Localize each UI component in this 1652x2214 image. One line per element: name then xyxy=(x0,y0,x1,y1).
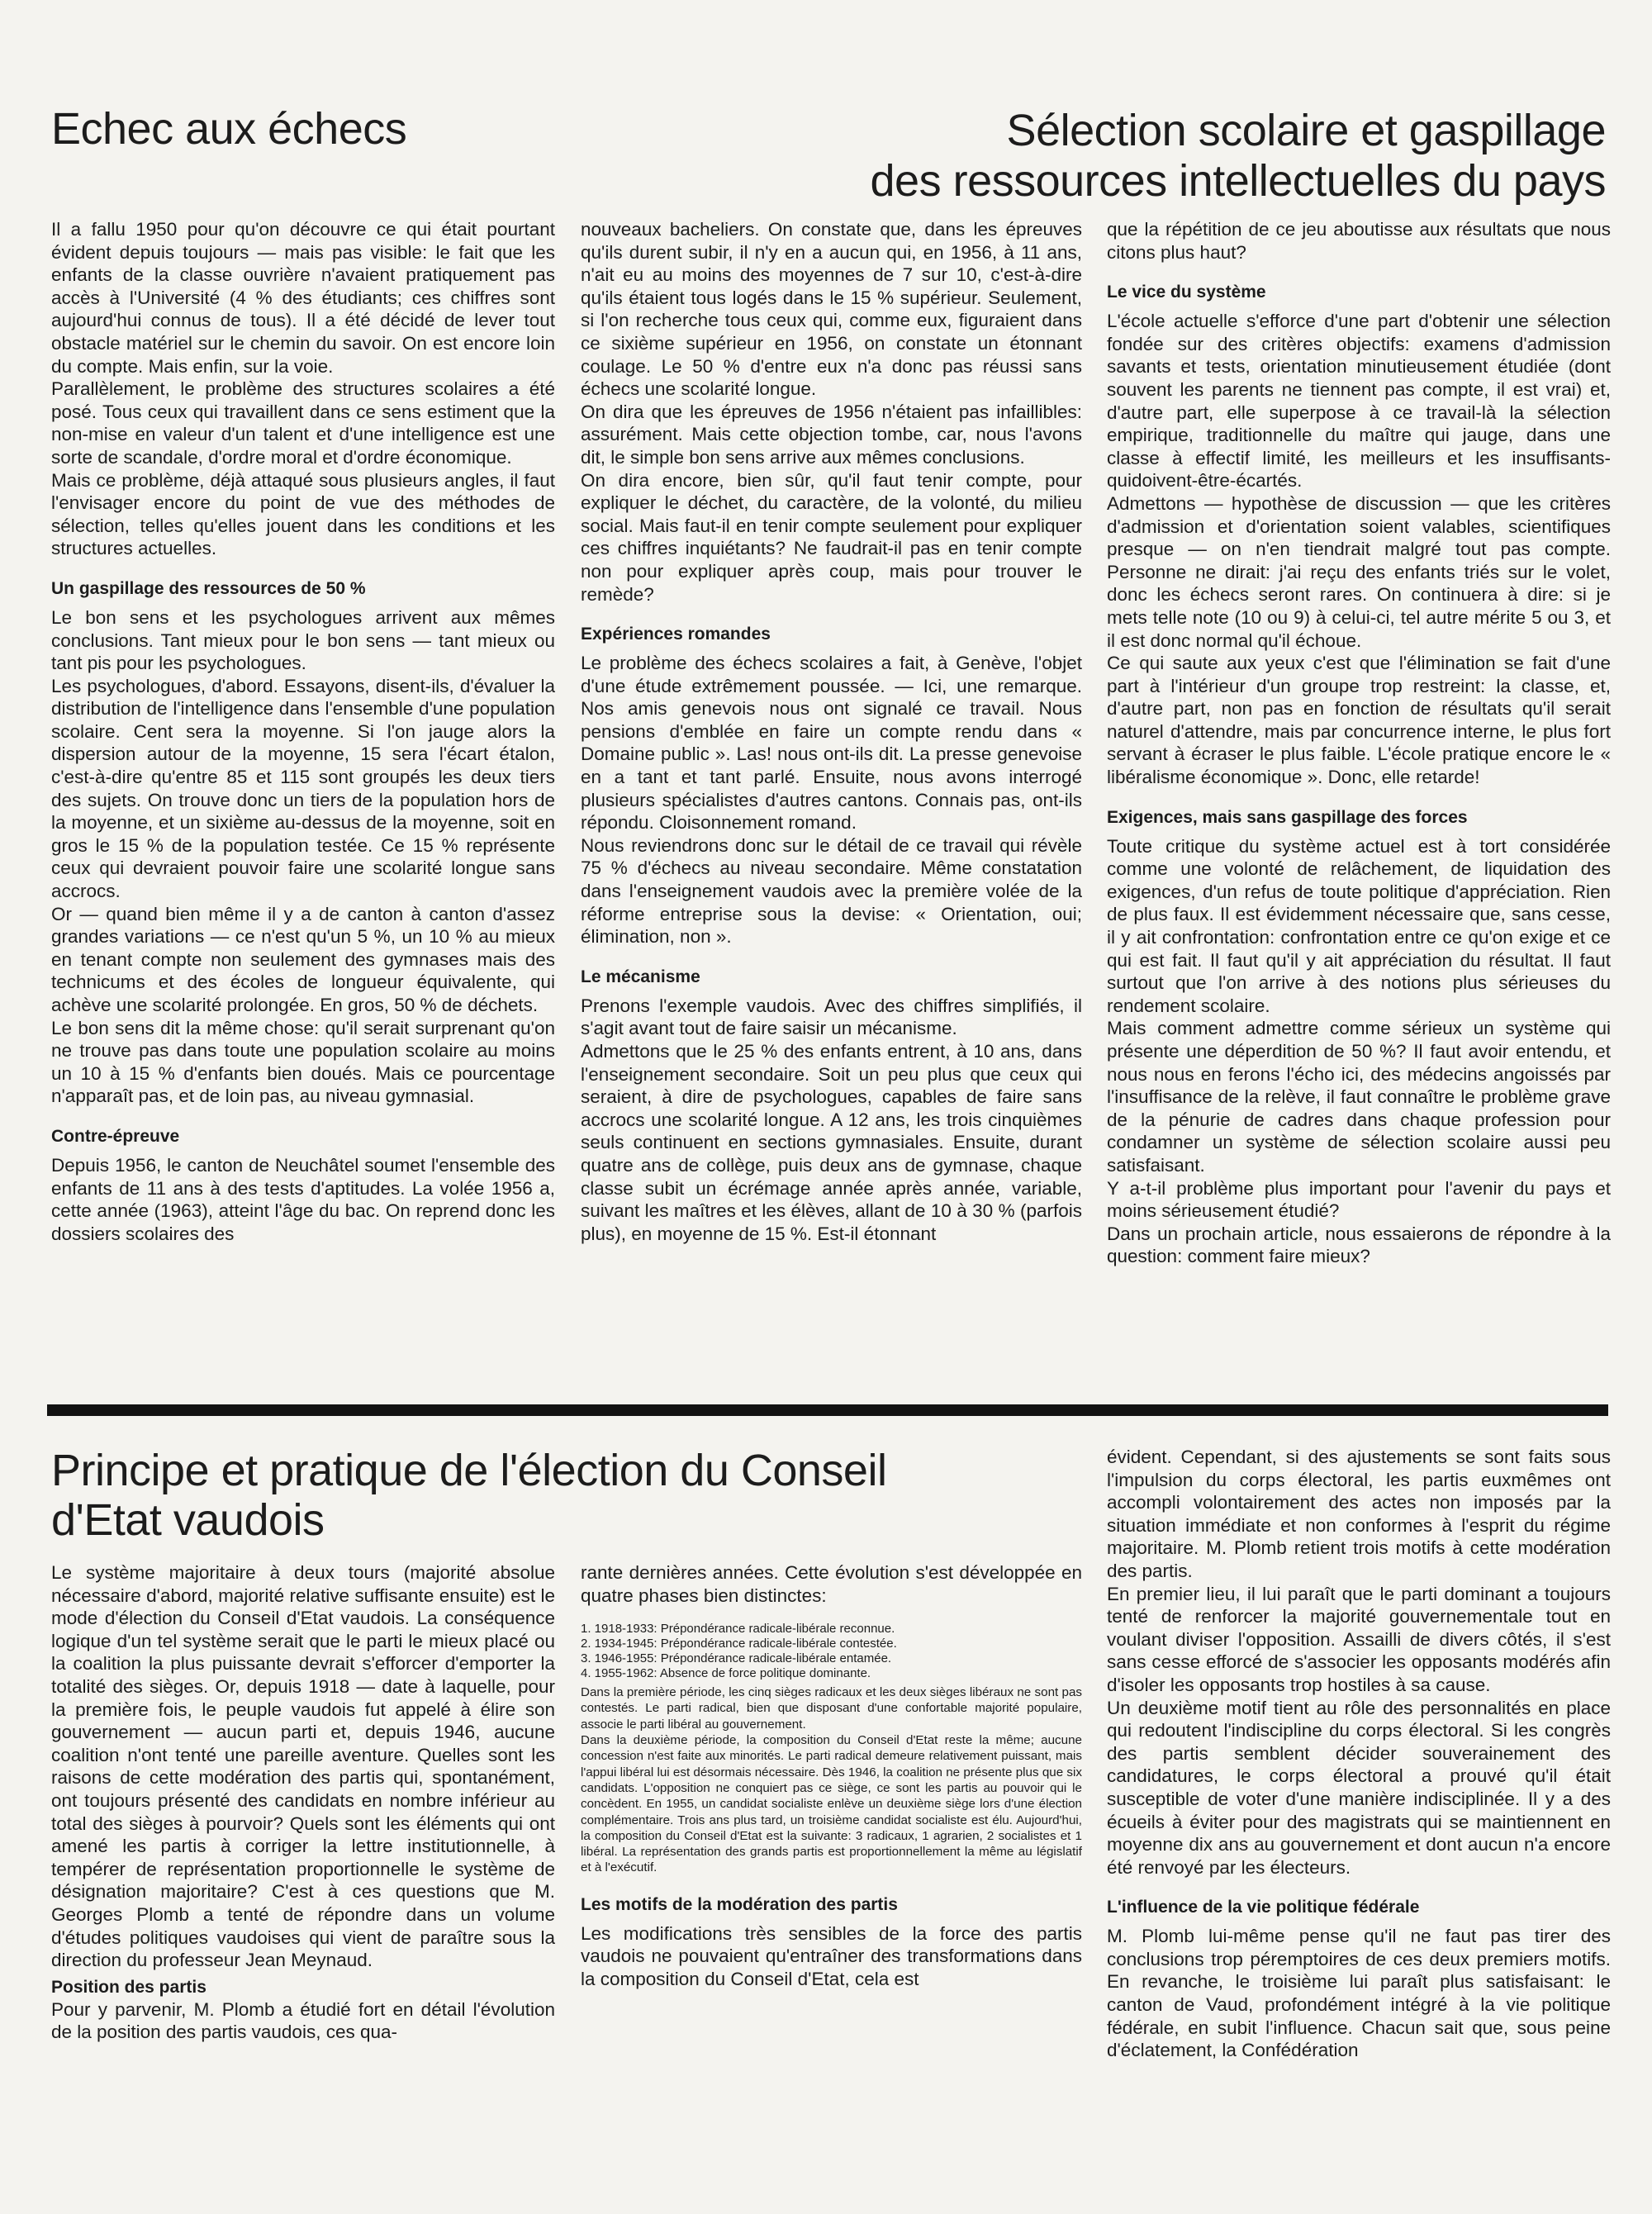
paragraph: Pour y parvenir, M. Plomb a étudié fort en détail l'évolution de la position des partis vaudois, ces qua- xyxy=(51,1998,555,2043)
small-print-block xyxy=(581,1684,1082,1876)
paragraph: Le problème des échecs scolaires a fait, à Genève, l'objet d'une étude extrêmement poussée. — Ici, une remarque. Nos amis genevois nous ont signalé ce travail. Nous pensions d'emblée en faire un compte rendu dans « Domaine public ». Las! nous ont-ils dit. La presse genevoise en a tant et tant parlé. Ensuite, nous avons interrogé plusieurs spécialistes d'autres cantons. Connais pas, ont-ils répondu. Cloisonnement romand. xyxy=(581,653,1082,834)
section-heading: L'influence de la vie politique fédérale xyxy=(1107,1898,1420,1917)
section-heading: Le vice du système xyxy=(1107,283,1266,302)
article1-column-3 xyxy=(1107,218,1611,1268)
section-heading: Position des partis xyxy=(51,1977,206,1997)
paragraph: Le système majoritaire à deux tours (majorité absolue nécessaire d'abord, majorité relative suffisante ensuite) est le mode d'élection du Conseil d'Etat vaudois. La conséquence logique d'un tel système serait que le parti le mieux placé ou la coalition la plus puissante devrait s'efforcer d'emporter la totalité des sièges. Or, depuis 1918 — date à laquelle, pour la première fois, le peuple vaudois fut appelé à élire son gouvernement — aucun parti et, depuis 1946, aucune coalition n'ont tenté une pareille aventure. Quelles sont les raisons de cette modération des partis qui, spontanément, ont toujours présenté des candidats en nombre inférieur au total des sièges à pourvoir? Quels sont les éléments qui ont amené les partis à corriger la lettre institutionnelle, à tempérer de représentation proportionnelle le système de désignation majoritaire? C'est à ces questions que M. Georges Plomb a tenté de répondre dans un volume d'études politiques vaudoises qui vient de paraître sous la direction du professeur Jean Meynaud. xyxy=(51,1562,555,1971)
paragraph: Dans la deuxième période, la composition du Conseil d'Etat reste la même; aucune concession n'est faite aux minorités. Le parti radical demeure relativement puissant, mais l'appui libéral lui est désormais nécessaire. Dès 1946, la coalition ne présente plus que six candidats. L'opposition ne conquiert pas ce siège, ce sont les partis au pouvoir qui le concèdent. En 1955, un candidat socialiste enlève un deuxième siège lors d'une élection complémentaire. Trois ans plus tard, un troisième candidat socialiste est élu. Aujourd'hui, la composition du Conseil d'Etat est la suivante: 3 radicaux, 1 agrarien, 2 socialistes et 1 libéral. La représentation des grands partis est proportionnellement la même au législatif et à l'exécutif. xyxy=(581,1733,1082,1875)
paragraph: Ce qui saute aux yeux c'est que l'élimination se fait d'une part à l'intérieur d'un groupe trop restreint: la classe, et, d'autre part, non pas en fonction de résultats qu'il serait naturel d'attendre, mais par concurrence interne, le plus fort servant à écraser le plus faible. L'école pratique encore le « libéralisme économique ». Donc, elle retarde! xyxy=(1107,653,1611,788)
paragraph: Admettons — hypothèse de discussion — que les critères d'admission et d'orientation soient valables, scientifiques presque — on n'en tiendrait malgré tout pas compte. Personne ne dirait: j'ai reçu des enfants triés sur le volet, donc les échecs seront rares. On continuera à dire: si je mets telle note (10 ou 9) à celui-ci, tel autre mérite 5 ou 3, et il est donc normal qu'il échoue. xyxy=(1107,492,1611,651)
paragraph: En premier lieu, il lui paraît que le parti dominant a toujours tenté de renforcer la majorité gouvernementale tout en voulant diviser l'opposition. Assailli de divers côtés, il s'est sans cesse efforcé de s'associer les opposants modérés afin d'isoler les opposants trop hostiles à sa cause. xyxy=(1107,1583,1611,1695)
section-heading: Le mécanisme xyxy=(581,967,700,986)
paragraph: rante dernières années. Cette évolution s'est développée en quatre phases bien distinctes: xyxy=(581,1562,1082,1606)
list-item: 1. 1918-1933: Prépondérance radicale-libérale reconnue. xyxy=(581,1622,895,1637)
paragraph: Le bon sens dit la même chose: qu'il serait surprenant qu'on ne trouve pas dans toute une population scolaire au moins un 10 à 15 % d'enfants bien doués. Mais ce pourcentage n'apparaît pas, et de loin pas, au niveau gymnasial. xyxy=(51,1017,555,1107)
paragraph: Le bon sens et les psychologues arrivent aux mêmes conclusions. Tant mieux pour le bon sens — tant mieux ou tant pis pour les psychologues. xyxy=(51,606,555,674)
article1-title-right xyxy=(871,106,1606,207)
section-heading: Contre-épreuve xyxy=(51,1126,180,1146)
list-item: 3. 1946-1955: Prépondérance radicale-libérale entamée. xyxy=(581,1651,892,1666)
paragraph: On dira encore, bien sûr, qu'il faut tenir compte, pour expliquer le déchet, du caractère, de la volonté, du milieu social. Mais faut-il en tenir compte seulement pour expliquer ces chiffres inquiétants? Ne faudrait-il pas en tenir compte non pour expliquer après coup, mais pour trouver le remède? xyxy=(581,469,1082,605)
section-heading: Exigences, mais sans gaspillage des forces xyxy=(1107,807,1468,827)
article1-title-right-line1: Sélection scolaire et gaspillage xyxy=(1006,106,1606,155)
article1-column-1 xyxy=(51,218,555,1245)
paragraph: évident. Cependant, si des ajustements se sont faits sous l'impulsion du corps électoral, les partis euxmêmes ont accompli volontairement des actes non imposés par la situation immédiate et non conformes à l'esprit du régime majoritaire. M. Plomb retient trois motifs à cette modération des partis. xyxy=(1107,1447,1611,1581)
paragraph: nouveaux bacheliers. On constate que, dans les épreuves qu'ils durent subir, il n'y en a aucun qui, en 1956, à 11 ans, n'ait eu au moins des moyennes de 7 sur 10, c'est-à-dire qu'ils étaient tous logés dans le 15 % supérieur. Seulement, si l'on recherche tous ceux qui, comme eux, figuraient dans ce sixième supérieur en 1956, on constate un étonnant coulage. Le 50 % d'entre eux n'a donc pas réussi sans échecs une scolarité longue. xyxy=(581,219,1082,400)
paragraph: Admettons que le 25 % des enfants entrent, à 10 ans, dans l'enseignement secondaire. Soit un peu plus que ceux qui seraient, à dire de psychologues, capables de faire sans accrocs une scolarité longue. A 12 ans, les trois cinquièmes seuls continuent en sections gymnasiales. Ensuite, durant quatre ans de collège, puis deux ans de gymnase, chaque classe subit un écrémage année après année, variable, suivant les maîtres et les élèves, allant de 10 à 30 % (parfois plus), en moyenne de 15 %. Est-il étonnant xyxy=(581,1041,1082,1244)
paragraph: que la répétition de ce jeu aboutisse aux résultats que nous citons plus haut? xyxy=(1107,219,1611,263)
paragraph: Or — quand bien même il y a de canton à canton d'assez grandes variations — ce n'est qu'un 5 %, un 10 % au mieux en tenant compte non seulement des gymnases mais des technicums et des écoles de longueur équivalente, qui achève une scolarité prolongée. En gros, 50 % de déchets. xyxy=(51,903,555,1015)
paragraph: Mais comment admettre comme sérieux un système qui présente une déperdition de 50 %? Il faut avoir entendu, et nous nous en ferons l'écho ici, des médecins angoissés par l'insuffisance de la relève, il faut connaître le problème grave de la pénurie de cadres dans chaque profession pour condamner un système de sélection scolaire aussi peu satisfaisant. xyxy=(1107,1018,1611,1176)
list-item: 4. 1955-1962: Absence de force politique dominante. xyxy=(581,1666,871,1681)
section-heading: Les motifs de la modération des partis xyxy=(581,1894,898,1914)
section-divider xyxy=(47,1404,1608,1416)
paragraph: On dira que les épreuves de 1956 n'étaient pas infaillibles: assurément. Mais cette objection tombe, car, nous l'avons dit, le simple bon sens arrive aux mêmes conclusions. xyxy=(581,401,1082,468)
section-heading: Un gaspillage des ressources de 50 % xyxy=(51,578,366,598)
paragraph: Dans un prochain article, nous essaierons de répondre à la question: comment faire mieux? xyxy=(1107,1223,1611,1267)
paragraph: M. Plomb lui-même pense qu'il ne faut pas tirer des conclusions trop péremptoires de ces deux premiers motifs. En revanche, le troisième lui paraît plus satisfaisant: le canton de Vaud, profondément intégré à la vie politique fédérale, en subit l'influence. Chacun sait que, sous peine d'éclatement, la Confédération xyxy=(1107,1926,1611,2061)
article2-title xyxy=(51,1446,1084,1546)
article2-column-2 xyxy=(581,1561,1082,1991)
paragraph: Prenons l'exemple vaudois. Avec des chiffres simplifiés, il s'agit avant tout de faire saisir un mécanisme. xyxy=(581,995,1082,1039)
paragraph: Il a fallu 1950 pour qu'on découvre ce qui était pourtant évident depuis toujours — mais pas visible: le fait que les enfants de la classe ouvrière n'avaient pratiquement pas accès à l'Université (4 % des étudiants; ces chiffres sont aujourd'hui connus de tous). Il a été décidé de lever tout obstacle matériel sur le chemin du savoir. On est encore loin du compte. Mais enfin, sur la voie. xyxy=(51,219,555,377)
paragraph: Mais ce problème, déjà attaqué sous plusieurs angles, il faut l'envisager encore du point de vue des méthodes de sélection, telles qu'elles jouent dans les conditions et les structures actuelles. xyxy=(51,469,555,559)
article1-column-2 xyxy=(581,218,1082,1245)
paragraph: L'école actuelle s'efforce d'une part d'obtenir une sélection fondée sur des critères objectifs: examens d'admission savants et tests, orientation minutieusement étudiée (dont souvent les parents ne tiennent pas compte, il est vrai) et, d'autre part, elle superpose à ce travail-là la sélection empirique, traditionnelle du maître qui jauge, dans une classe à effectif limité, les meilleurs et les insuffisants-quidoivent-être-écartés. xyxy=(1107,311,1611,492)
section-heading: Expériences romandes xyxy=(581,625,771,644)
article2-title-line2: d'Etat vaudois xyxy=(51,1495,325,1546)
paragraph: Dans la première période, les cinq sièges radicaux et les deux sièges libéraux ne sont pas contestés. Le parti radical, bien que disposant d'une confortable majorité populaire, associe le parti libéral au gouvernement. xyxy=(581,1685,1082,1732)
list-item: 2. 1934-1945: Prépondérance radicale-libérale contestée. xyxy=(581,1637,897,1651)
paragraph: Les psychologues, d'abord. Essayons, disent-ils, d'évaluer la distribution de l'intelligence dans l'ensemble d'une population scolaire. Cent sera la moyenne. Si l'on jauge alors la dispersion autour de la moyenne, 15 sera l'écart étalon, c'est-à-dire qu'entre 85 et 115 sont groupés les deux tiers des sujets. On trouve donc un tiers de la population hors de la moyenne, et un sixième au-dessus de la moyenne, soit en gros le 15 % de la population testée. Ce 15 % représente ceux qui devraient pouvoir faire une scolarité longue sans accrocs. xyxy=(51,675,555,902)
article2-column-1 xyxy=(51,1561,555,2044)
paragraph: Les modifications très sensibles de la force des partis vaudois ne pouvaient qu'entraîner des transformations dans la composition du Conseil d'Etat, cela est xyxy=(581,1922,1082,1989)
paragraph: Parallèlement, le problème des structures scolaires a été posé. Tous ceux qui travaillent dans ce sens estiment que la non-mise en valeur d'un talent et d'une intelligence est une sorte de scandale, d'ordre moral et d'ordre économique. xyxy=(51,378,555,468)
phases-list xyxy=(581,1622,1082,1681)
paragraph: Un deuxième motif tient au rôle des personnalités en place qui redoutent l'indiscipline du corps électoral. Si les congrès des partis semblent décider souverainement des candidatures, le corps électoral a prouvé qu'il était susceptible de voter d'une manière indisciplinée. Il y a des écueils à éviter pour des magistrats qui se maintiennent en moyenne dix ans au gouvernement et dont aucun n'a encore été renvoyé par les électeurs. xyxy=(1107,1697,1611,1878)
article2-column-3 xyxy=(1107,1446,1611,2062)
article2-title-line1: Principe et pratique de l'élection du Conseil xyxy=(51,1446,887,1495)
article1-title-left: Echec aux échecs xyxy=(51,104,407,154)
article1-title-right-line2: des ressources intellectuelles du pays xyxy=(870,156,1606,207)
paragraph: Y a-t-il problème plus important pour l'avenir du pays et moins sérieusement étudié? xyxy=(1107,1177,1611,1222)
paragraph: Depuis 1956, le canton de Neuchâtel soumet l'ensemble des enfants de 11 ans à des tests d'aptitudes. La volée 1956 a, cette année (1963), atteint l'âge du bac. On reprend donc les dossiers scolaires des xyxy=(51,1154,555,1244)
paragraph: Toute critique du système actuel est à tort considérée comme une volonté de relâchement, de liquidation des exigences, d'un refus de toute politique d'appréciation. Rien de plus faux. Il est évidemment nécessaire que, sans cesse, il y ait confrontation: confrontation entre ce qu'on exige et ce qui est fait. Il faut qu'il y ait appréciation du résultat. Il faut surtout que l'on arrive à des notions plus sérieuses du rendement scolaire. xyxy=(1107,835,1611,1016)
paragraph: Nous reviendrons donc sur le détail de ce travail qui révèle 75 % d'échecs au niveau secondaire. Même constatation dans l'enseignement vaudois avec la première volée de la réforme entreprise sous la devise: « Orientation, oui; élimination, non ». xyxy=(581,834,1082,948)
